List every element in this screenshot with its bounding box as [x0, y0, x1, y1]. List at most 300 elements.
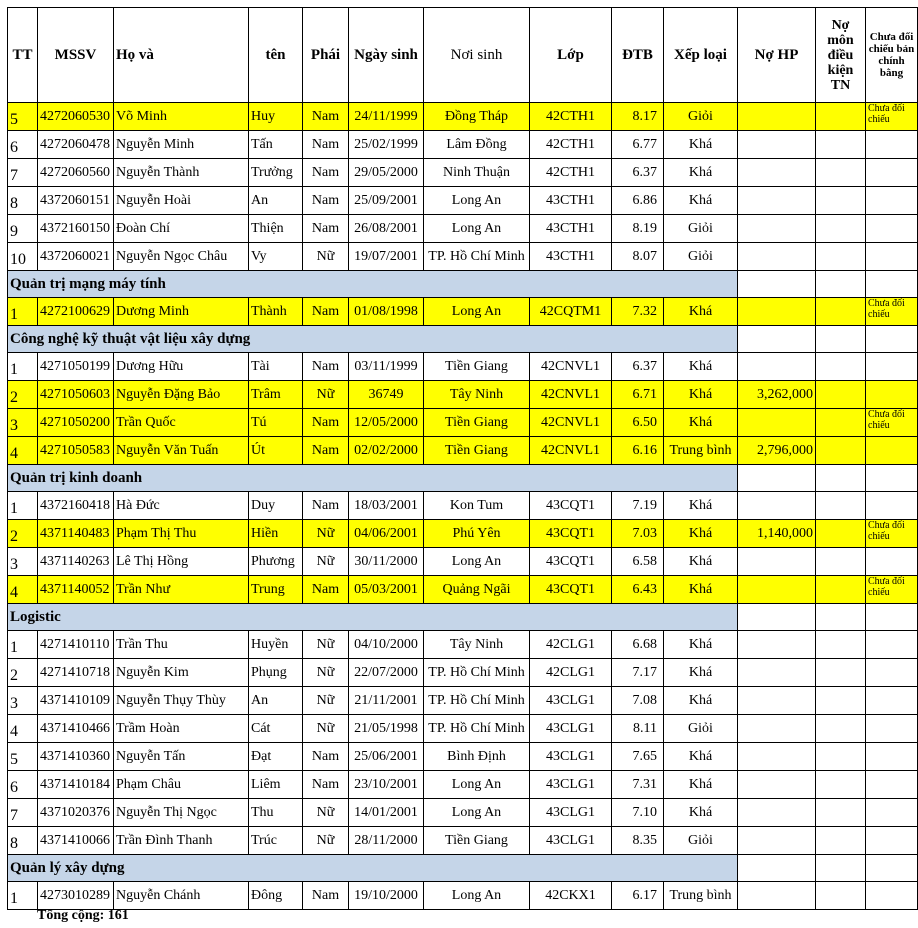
- table-row: [8, 520, 918, 548]
- tt-cell: 2: [8, 520, 38, 548]
- xep-loai-cell: Giỏi: [664, 827, 738, 855]
- xep-loai-cell: Khá: [664, 159, 738, 187]
- no-hp-cell: [738, 687, 816, 715]
- note-cell: [866, 215, 918, 243]
- ngay-sinh-cell: 19/07/2001: [349, 243, 424, 271]
- dtb-cell: 6.71: [612, 381, 664, 409]
- blank-cell: [866, 855, 918, 882]
- no-hp-cell: [738, 548, 816, 576]
- note-cell: [866, 548, 918, 576]
- xep-loai-cell: Khá: [664, 381, 738, 409]
- header-lop: Lớp: [530, 8, 612, 103]
- ngay-sinh-cell: 28/11/2000: [349, 827, 424, 855]
- tt-cell: 6: [8, 131, 38, 159]
- phai-cell: Nam: [303, 215, 349, 243]
- noi-sinh-cell: TP. Hồ Chí Minh: [424, 659, 530, 687]
- ten-cell: Trung: [249, 576, 303, 604]
- noi-sinh-cell: Phú Yên: [424, 520, 530, 548]
- note-cell: [866, 492, 918, 520]
- no-mon-cell: [816, 159, 866, 187]
- section-row: [8, 326, 918, 353]
- ten-cell: Liêm: [249, 771, 303, 799]
- tt-cell: 3: [8, 687, 38, 715]
- ho-cell: Nguyễn Chánh: [114, 882, 249, 910]
- ten-cell: An: [249, 187, 303, 215]
- noi-sinh-cell: Ninh Thuận: [424, 159, 530, 187]
- no-mon-cell: [816, 353, 866, 381]
- note-cell: [866, 827, 918, 855]
- no-mon-cell: [816, 687, 866, 715]
- phai-cell: Nữ: [303, 799, 349, 827]
- tt-cell: 10: [8, 243, 38, 271]
- xep-loai-cell: Khá: [664, 298, 738, 326]
- table-row: [8, 215, 918, 243]
- ngay-sinh-cell: 19/10/2000: [349, 882, 424, 910]
- ho-cell: Trần Đình Thanh: [114, 827, 249, 855]
- note-cell: Chưa đối chiếu: [866, 409, 918, 437]
- phai-cell: Nam: [303, 437, 349, 465]
- no-mon-cell: [816, 187, 866, 215]
- no-mon-cell: [816, 437, 866, 465]
- ngay-sinh-cell: 23/10/2001: [349, 771, 424, 799]
- ho-cell: Nguyễn Tấn: [114, 743, 249, 771]
- noi-sinh-cell: Long An: [424, 548, 530, 576]
- mssv-cell: 4272060478: [38, 131, 114, 159]
- xep-loai-cell: Trung bình: [664, 882, 738, 910]
- ho-cell: Trầm Hoàn: [114, 715, 249, 743]
- table-row: [8, 131, 918, 159]
- ngay-sinh-cell: 25/09/2001: [349, 187, 424, 215]
- table-row: [8, 659, 918, 687]
- ten-cell: Tài: [249, 353, 303, 381]
- ngay-sinh-cell: 12/05/2000: [349, 409, 424, 437]
- noi-sinh-cell: Tiền Giang: [424, 409, 530, 437]
- table-row: [8, 243, 918, 271]
- note-cell: [866, 882, 918, 910]
- header-row: [8, 8, 918, 103]
- ten-cell: Thành: [249, 298, 303, 326]
- section-row: [8, 604, 918, 631]
- note-cell: [866, 659, 918, 687]
- note-cell: [866, 159, 918, 187]
- tt-cell: 9: [8, 215, 38, 243]
- noi-sinh-cell: Long An: [424, 187, 530, 215]
- dtb-cell: 6.37: [612, 159, 664, 187]
- noi-sinh-cell: Long An: [424, 882, 530, 910]
- mssv-cell: 4371410466: [38, 715, 114, 743]
- dtb-cell: 8.35: [612, 827, 664, 855]
- dtb-cell: 7.17: [612, 659, 664, 687]
- phai-cell: Nam: [303, 771, 349, 799]
- tt-cell: 8: [8, 827, 38, 855]
- dtb-cell: 7.19: [612, 492, 664, 520]
- xep-loai-cell: Giỏi: [664, 243, 738, 271]
- note-cell: [866, 687, 918, 715]
- lop-cell: 42CNVL1: [530, 437, 612, 465]
- tt-cell: 5: [8, 103, 38, 131]
- lop-cell: 43CTH1: [530, 215, 612, 243]
- note-cell: [866, 715, 918, 743]
- xep-loai-cell: Khá: [664, 631, 738, 659]
- phai-cell: Nữ: [303, 687, 349, 715]
- lop-cell: 42CNVL1: [530, 381, 612, 409]
- ho-cell: Võ Minh: [114, 103, 249, 131]
- mssv-cell: 4371020376: [38, 799, 114, 827]
- no-hp-cell: [738, 492, 816, 520]
- lop-cell: 42CNVL1: [530, 409, 612, 437]
- ngay-sinh-cell: 21/11/2001: [349, 687, 424, 715]
- no-mon-cell: [816, 743, 866, 771]
- xep-loai-cell: Khá: [664, 771, 738, 799]
- mssv-cell: 4371140263: [38, 548, 114, 576]
- phai-cell: Nam: [303, 409, 349, 437]
- lop-cell: 42CNVL1: [530, 353, 612, 381]
- ho-cell: Nguyễn Ngọc Châu: [114, 243, 249, 271]
- ho-cell: Trần Quốc: [114, 409, 249, 437]
- header-tt: TT: [8, 8, 38, 103]
- noi-sinh-cell: Lâm Đồng: [424, 131, 530, 159]
- noi-sinh-cell: TP. Hồ Chí Minh: [424, 687, 530, 715]
- ho-cell: Nguyễn Thụy Thùy: [114, 687, 249, 715]
- phai-cell: Nam: [303, 187, 349, 215]
- phai-cell: Nữ: [303, 381, 349, 409]
- no-hp-cell: [738, 243, 816, 271]
- ngay-sinh-cell: 26/08/2001: [349, 215, 424, 243]
- ngay-sinh-cell: 22/07/2000: [349, 659, 424, 687]
- no-mon-cell: [816, 799, 866, 827]
- mssv-cell: 4372060151: [38, 187, 114, 215]
- ten-cell: Tấn: [249, 131, 303, 159]
- header-xep-loai: Xếp loại: [664, 8, 738, 103]
- note-cell: [866, 631, 918, 659]
- ten-cell: Phụng: [249, 659, 303, 687]
- lop-cell: 42CKX1: [530, 882, 612, 910]
- note-cell: Chưa đối chiếu: [866, 576, 918, 604]
- no-mon-cell: [816, 243, 866, 271]
- header-phai: Phái: [303, 8, 349, 103]
- ten-cell: Trúc: [249, 827, 303, 855]
- table-row: [8, 882, 918, 910]
- lop-cell: 43CLG1: [530, 827, 612, 855]
- ngay-sinh-cell: 01/08/1998: [349, 298, 424, 326]
- ten-cell: Thiện: [249, 215, 303, 243]
- xep-loai-cell: Khá: [664, 353, 738, 381]
- header-noi-sinh: Nơi sinh: [424, 8, 530, 103]
- no-hp-cell: [738, 353, 816, 381]
- lop-cell: 43CLG1: [530, 799, 612, 827]
- section-label: Logistic: [8, 604, 738, 631]
- noi-sinh-cell: TP. Hồ Chí Minh: [424, 715, 530, 743]
- phai-cell: Nam: [303, 298, 349, 326]
- phai-cell: Nữ: [303, 548, 349, 576]
- section-label: Quản lý xây dựng: [8, 855, 738, 882]
- tt-cell: 1: [8, 882, 38, 910]
- noi-sinh-cell: Tây Ninh: [424, 631, 530, 659]
- xep-loai-cell: Trung bình: [664, 437, 738, 465]
- no-mon-cell: [816, 771, 866, 799]
- lop-cell: 43CLG1: [530, 715, 612, 743]
- no-hp-cell: [738, 631, 816, 659]
- noi-sinh-cell: Tiền Giang: [424, 437, 530, 465]
- blank-cell: [738, 271, 816, 298]
- xep-loai-cell: Khá: [664, 520, 738, 548]
- blank-cell: [866, 465, 918, 492]
- mssv-cell: 4371140483: [38, 520, 114, 548]
- dtb-cell: 7.03: [612, 520, 664, 548]
- ho-cell: Phạm Châu: [114, 771, 249, 799]
- table-row: [8, 492, 918, 520]
- ngay-sinh-cell: 29/05/2000: [349, 159, 424, 187]
- ngay-sinh-cell: 25/06/2001: [349, 743, 424, 771]
- no-mon-cell: [816, 409, 866, 437]
- no-hp-cell: [738, 799, 816, 827]
- lop-cell: 43CQT1: [530, 576, 612, 604]
- note-cell: [866, 799, 918, 827]
- no-hp-cell: [738, 131, 816, 159]
- tt-cell: 3: [8, 548, 38, 576]
- header-ten: tên: [249, 8, 303, 103]
- lop-cell: 43CQT1: [530, 492, 612, 520]
- ngay-sinh-cell: 30/11/2000: [349, 548, 424, 576]
- dtb-cell: 6.68: [612, 631, 664, 659]
- header-no-mon: Nợ môn điều kiện TN: [816, 8, 866, 103]
- ten-cell: Út: [249, 437, 303, 465]
- table-row: [8, 187, 918, 215]
- ho-cell: Nguyễn Văn Tuấn: [114, 437, 249, 465]
- section-label: Quản trị mạng máy tính: [8, 271, 738, 298]
- table-row: [8, 159, 918, 187]
- table-row: [8, 298, 918, 326]
- xep-loai-cell: Khá: [664, 409, 738, 437]
- tt-cell: 4: [8, 715, 38, 743]
- mssv-cell: 4271410110: [38, 631, 114, 659]
- no-mon-cell: [816, 548, 866, 576]
- tt-cell: 7: [8, 159, 38, 187]
- note-cell: [866, 743, 918, 771]
- phai-cell: Nữ: [303, 631, 349, 659]
- dtb-cell: 6.16: [612, 437, 664, 465]
- phai-cell: Nam: [303, 492, 349, 520]
- blank-cell: [816, 326, 866, 353]
- ngay-sinh-cell: 02/02/2000: [349, 437, 424, 465]
- ten-cell: Vy: [249, 243, 303, 271]
- note-cell: [866, 187, 918, 215]
- dtb-cell: 7.10: [612, 799, 664, 827]
- table-row: [8, 576, 918, 604]
- dtb-cell: 7.32: [612, 298, 664, 326]
- mssv-cell: 4371410066: [38, 827, 114, 855]
- table-row: [8, 437, 918, 465]
- section-row: [8, 465, 918, 492]
- no-mon-cell: [816, 631, 866, 659]
- xep-loai-cell: Khá: [664, 576, 738, 604]
- ngay-sinh-cell: 03/11/1999: [349, 353, 424, 381]
- blank-cell: [816, 855, 866, 882]
- note-cell: [866, 771, 918, 799]
- tt-cell: 1: [8, 353, 38, 381]
- note-cell: Chưa đối chiếu: [866, 298, 918, 326]
- dtb-cell: 6.17: [612, 882, 664, 910]
- dtb-cell: 7.08: [612, 687, 664, 715]
- ho-cell: Nguyễn Hoài: [114, 187, 249, 215]
- dtb-cell: 7.65: [612, 743, 664, 771]
- blank-cell: [738, 465, 816, 492]
- no-hp-cell: [738, 576, 816, 604]
- xep-loai-cell: Giỏi: [664, 215, 738, 243]
- noi-sinh-cell: Tiền Giang: [424, 827, 530, 855]
- table-row: [8, 827, 918, 855]
- tt-cell: 6: [8, 771, 38, 799]
- xep-loai-cell: Khá: [664, 743, 738, 771]
- phai-cell: Nam: [303, 131, 349, 159]
- blank-cell: [816, 465, 866, 492]
- noi-sinh-cell: TP. Hồ Chí Minh: [424, 243, 530, 271]
- no-hp-cell: [738, 409, 816, 437]
- lop-cell: 43CQT1: [530, 548, 612, 576]
- lop-cell: 42CQTM1: [530, 298, 612, 326]
- phai-cell: Nam: [303, 576, 349, 604]
- no-mon-cell: [816, 103, 866, 131]
- no-hp-cell: 1,140,000: [738, 520, 816, 548]
- note-cell: [866, 353, 918, 381]
- ten-cell: Hiền: [249, 520, 303, 548]
- table-body: [8, 103, 918, 910]
- no-mon-cell: [816, 492, 866, 520]
- ho-cell: Nguyễn Thị Ngọc: [114, 799, 249, 827]
- dtb-cell: 8.17: [612, 103, 664, 131]
- blank-cell: [866, 326, 918, 353]
- no-mon-cell: [816, 882, 866, 910]
- no-mon-cell: [816, 520, 866, 548]
- ten-cell: Thu: [249, 799, 303, 827]
- tt-cell: 4: [8, 437, 38, 465]
- no-mon-cell: [816, 215, 866, 243]
- ten-cell: Duy: [249, 492, 303, 520]
- blank-cell: [816, 604, 866, 631]
- note-cell: Chưa đối chiếu: [866, 103, 918, 131]
- ho-cell: Nguyễn Thành: [114, 159, 249, 187]
- note-cell: [866, 243, 918, 271]
- lop-cell: 43CTH1: [530, 187, 612, 215]
- phai-cell: Nam: [303, 743, 349, 771]
- xep-loai-cell: Khá: [664, 187, 738, 215]
- mssv-cell: 4272100629: [38, 298, 114, 326]
- no-mon-cell: [816, 827, 866, 855]
- ten-cell: Huy: [249, 103, 303, 131]
- dtb-cell: 6.43: [612, 576, 664, 604]
- lop-cell: 42CTH1: [530, 103, 612, 131]
- phai-cell: Nam: [303, 353, 349, 381]
- phai-cell: Nữ: [303, 827, 349, 855]
- mssv-cell: 4372160418: [38, 492, 114, 520]
- lop-cell: 43CQT1: [530, 520, 612, 548]
- ngay-sinh-cell: 21/05/1998: [349, 715, 424, 743]
- xep-loai-cell: Khá: [664, 548, 738, 576]
- section-label: Công nghệ kỹ thuật vật liệu xây dựng: [8, 326, 738, 353]
- no-hp-cell: [738, 743, 816, 771]
- mssv-cell: 4371410184: [38, 771, 114, 799]
- ho-cell: Dương Minh: [114, 298, 249, 326]
- ngay-sinh-cell: 14/01/2001: [349, 799, 424, 827]
- xep-loai-cell: Giỏi: [664, 715, 738, 743]
- mssv-cell: 4372160150: [38, 215, 114, 243]
- header-mssv: MSSV: [38, 8, 114, 103]
- header-ho: Họ và: [114, 8, 249, 103]
- noi-sinh-cell: Bình Định: [424, 743, 530, 771]
- mssv-cell: 4271410718: [38, 659, 114, 687]
- dtb-cell: 8.07: [612, 243, 664, 271]
- table-row: [8, 631, 918, 659]
- ten-cell: Trưởng: [249, 159, 303, 187]
- dtb-cell: 6.37: [612, 353, 664, 381]
- noi-sinh-cell: Quảng Ngãi: [424, 576, 530, 604]
- blank-cell: [866, 604, 918, 631]
- ten-cell: Huyền: [249, 631, 303, 659]
- student-table: [7, 7, 918, 910]
- blank-cell: [738, 855, 816, 882]
- dtb-cell: 6.77: [612, 131, 664, 159]
- section-label: Quản trị kinh doanh: [8, 465, 738, 492]
- mssv-cell: 4372060021: [38, 243, 114, 271]
- no-hp-cell: 3,262,000: [738, 381, 816, 409]
- no-mon-cell: [816, 659, 866, 687]
- no-hp-cell: [738, 215, 816, 243]
- ho-cell: Dương Hữu: [114, 353, 249, 381]
- xep-loai-cell: Khá: [664, 799, 738, 827]
- no-hp-cell: [738, 715, 816, 743]
- mssv-cell: 4271050603: [38, 381, 114, 409]
- ho-cell: Trần Như: [114, 576, 249, 604]
- note-cell: [866, 131, 918, 159]
- phai-cell: Nam: [303, 159, 349, 187]
- phai-cell: Nữ: [303, 715, 349, 743]
- no-mon-cell: [816, 715, 866, 743]
- mssv-cell: 4371410360: [38, 743, 114, 771]
- ho-cell: Trần Thu: [114, 631, 249, 659]
- tt-cell: 1: [8, 492, 38, 520]
- header-chua-doi-chieu: Chưa đối chiếu bản chính bằng: [866, 8, 918, 103]
- dtb-cell: 7.31: [612, 771, 664, 799]
- header-dtb: ĐTB: [612, 8, 664, 103]
- ten-cell: Cát: [249, 715, 303, 743]
- dtb-cell: 8.19: [612, 215, 664, 243]
- lop-cell: 42CTH1: [530, 159, 612, 187]
- phai-cell: Nam: [303, 103, 349, 131]
- lop-cell: 42CLG1: [530, 631, 612, 659]
- section-row: [8, 855, 918, 882]
- table-row: [8, 353, 918, 381]
- ten-cell: Đạt: [249, 743, 303, 771]
- dtb-cell: 8.11: [612, 715, 664, 743]
- dtb-cell: 6.50: [612, 409, 664, 437]
- header-ngay-sinh: Ngày sinh: [349, 8, 424, 103]
- ten-cell: An: [249, 687, 303, 715]
- lop-cell: 42CTH1: [530, 131, 612, 159]
- phai-cell: Nữ: [303, 659, 349, 687]
- noi-sinh-cell: Đồng Tháp: [424, 103, 530, 131]
- ngay-sinh-cell: 18/03/2001: [349, 492, 424, 520]
- noi-sinh-cell: Tây Ninh: [424, 381, 530, 409]
- no-mon-cell: [816, 131, 866, 159]
- noi-sinh-cell: Long An: [424, 298, 530, 326]
- ngay-sinh-cell: 05/03/2001: [349, 576, 424, 604]
- no-mon-cell: [816, 298, 866, 326]
- noi-sinh-cell: Long An: [424, 799, 530, 827]
- dtb-cell: 6.86: [612, 187, 664, 215]
- no-mon-cell: [816, 381, 866, 409]
- phai-cell: Nam: [303, 882, 349, 910]
- tt-cell: 1: [8, 298, 38, 326]
